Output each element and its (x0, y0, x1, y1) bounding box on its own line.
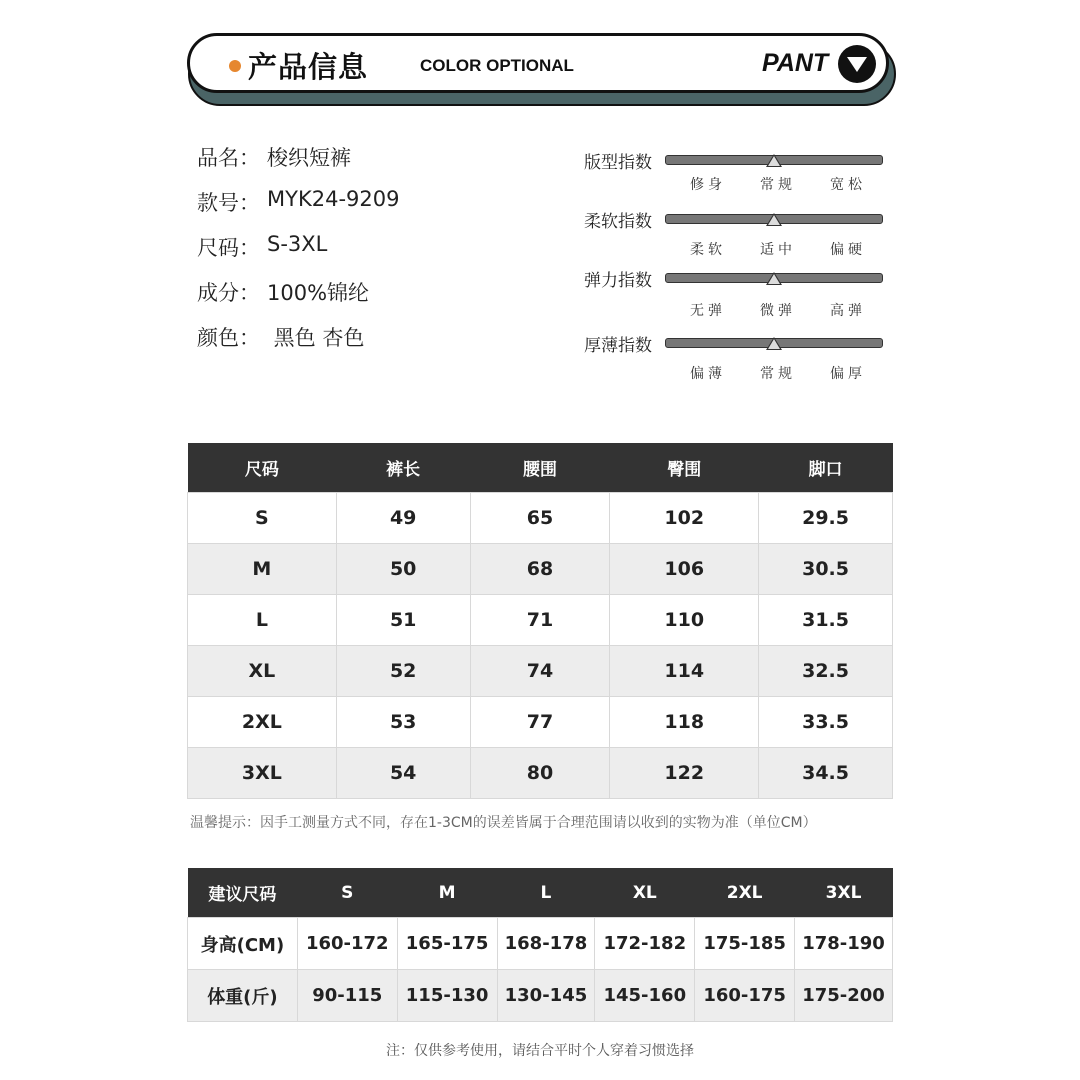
info-value: 100%锦纶 (267, 281, 370, 305)
bullet-dot-icon (229, 60, 241, 72)
index-label: 版型指数 (584, 153, 652, 173)
column-header: L (497, 868, 595, 918)
table-cell: 34.5 (759, 748, 893, 799)
table-cell: 160-172 (297, 918, 397, 970)
table-header-row (188, 443, 893, 493)
info-value: 黑色 杏色 (267, 326, 365, 350)
index-label: 弹力指数 (584, 271, 652, 291)
table-row (188, 595, 893, 646)
info-value: MYK24-9209 (267, 187, 400, 211)
table-cell: 106 (610, 544, 759, 595)
triangle-marker-icon (766, 213, 782, 226)
info-key: 成分： (197, 281, 260, 305)
column-header: 建议尺码 (188, 868, 298, 918)
table-row (188, 748, 893, 799)
tick-label: 偏厚 (830, 366, 866, 382)
tick-label: 宽松 (830, 177, 866, 193)
info-row-name (197, 142, 399, 187)
category-label: PANT (762, 49, 829, 77)
recommended-size-table (187, 868, 893, 1022)
tick-label: 微弹 (760, 303, 796, 319)
table-cell: 77 (470, 697, 610, 748)
column-header: 2XL (695, 868, 795, 918)
chevron-down-circle-icon (838, 45, 876, 83)
tick-label: 修身 (690, 177, 726, 193)
tick-label: 偏薄 (690, 366, 726, 382)
table-row (188, 646, 893, 697)
table-cell: 2XL (188, 697, 337, 748)
table-cell: L (188, 595, 337, 646)
column-header: 脚口 (759, 443, 893, 493)
row-label: 身高(CM) (188, 918, 298, 970)
triangle-marker-icon (766, 337, 782, 350)
tick-label: 无弹 (690, 303, 726, 319)
table-cell: 175-185 (695, 918, 795, 970)
table-cell: 118 (610, 697, 759, 748)
index-ticks (683, 174, 873, 194)
column-header: 腰围 (470, 443, 610, 493)
table-cell: 115-130 (397, 970, 497, 1022)
tick-label: 柔软 (690, 242, 726, 258)
table-cell: 50 (336, 544, 470, 595)
table-cell: XL (188, 646, 337, 697)
table-cell: 3XL (188, 748, 337, 799)
table-cell: 114 (610, 646, 759, 697)
column-header: 臀围 (610, 443, 759, 493)
table-cell: 65 (470, 493, 610, 544)
section-subtitle: COLOR OPTIONAL (420, 56, 574, 75)
info-key: 款号： (197, 191, 260, 215)
table-cell: 175-200 (795, 970, 893, 1022)
column-header: M (397, 868, 497, 918)
table-cell: 130-145 (497, 970, 595, 1022)
info-row-material (197, 277, 399, 322)
index-ticks (683, 363, 873, 383)
index-label: 柔软指数 (584, 212, 652, 232)
triangle-marker-icon (766, 154, 782, 167)
table-cell: 30.5 (759, 544, 893, 595)
table-cell: 145-160 (595, 970, 695, 1022)
table-row (188, 697, 893, 748)
column-header: 裤长 (336, 443, 470, 493)
info-key: 品名： (197, 146, 260, 170)
table-row (188, 493, 893, 544)
table-cell: 74 (470, 646, 610, 697)
table-cell: 165-175 (397, 918, 497, 970)
table-cell: 54 (336, 748, 470, 799)
table-cell: 52 (336, 646, 470, 697)
table-header-row (188, 868, 893, 918)
table-row-weight (188, 970, 893, 1022)
index-ticks (683, 239, 873, 259)
column-header: S (297, 868, 397, 918)
table-cell: 122 (610, 748, 759, 799)
table-cell: 110 (610, 595, 759, 646)
table-cell: 33.5 (759, 697, 893, 748)
table-cell: 90-115 (297, 970, 397, 1022)
tick-label: 常规 (760, 177, 796, 193)
table-cell: 102 (610, 493, 759, 544)
table-cell: 68 (470, 544, 610, 595)
table-row-height (188, 918, 893, 970)
section-title: 产品信息 (248, 50, 369, 84)
tick-label: 适中 (760, 242, 796, 258)
table-cell: 31.5 (759, 595, 893, 646)
measurement-note: 温馨提示：因手工测量方式不同，存在1-3CM的误差皆属于合理范围请以收到的实物为准（单位CM） (190, 815, 817, 831)
table-cell: 29.5 (759, 493, 893, 544)
table-cell: 172-182 (595, 918, 695, 970)
tick-label: 高弹 (830, 303, 866, 319)
table-cell: 49 (336, 493, 470, 544)
table-row (188, 544, 893, 595)
tick-label: 偏硬 (830, 242, 866, 258)
info-row-color (197, 322, 399, 367)
product-info-list (197, 142, 399, 367)
header-pill (187, 33, 889, 93)
row-label: 体重(斤) (188, 970, 298, 1022)
table-cell: 168-178 (497, 918, 595, 970)
table-cell: 160-175 (695, 970, 795, 1022)
table-cell: S (188, 493, 337, 544)
info-row-style-no (197, 187, 399, 232)
table-cell: 32.5 (759, 646, 893, 697)
footer-note: 注：仅供参考使用，请结合平时个人穿着习惯选择 (386, 1043, 694, 1059)
info-key: 尺码： (197, 236, 260, 260)
info-value: 梭织短裤 (267, 146, 351, 170)
table-cell: 178-190 (795, 918, 893, 970)
info-value: S-3XL (267, 232, 328, 256)
column-header: 3XL (795, 868, 893, 918)
table-cell: 53 (336, 697, 470, 748)
table-cell: 71 (470, 595, 610, 646)
index-label: 厚薄指数 (584, 336, 652, 356)
tick-label: 常规 (760, 366, 796, 382)
table-cell: 80 (470, 748, 610, 799)
table-cell: 51 (336, 595, 470, 646)
column-header: XL (595, 868, 695, 918)
triangle-marker-icon (766, 272, 782, 285)
size-table (187, 443, 893, 799)
index-ticks (683, 300, 873, 320)
info-key: 颜色： (197, 326, 260, 350)
table-cell: M (188, 544, 337, 595)
info-row-size (197, 232, 399, 277)
column-header: 尺码 (188, 443, 337, 493)
